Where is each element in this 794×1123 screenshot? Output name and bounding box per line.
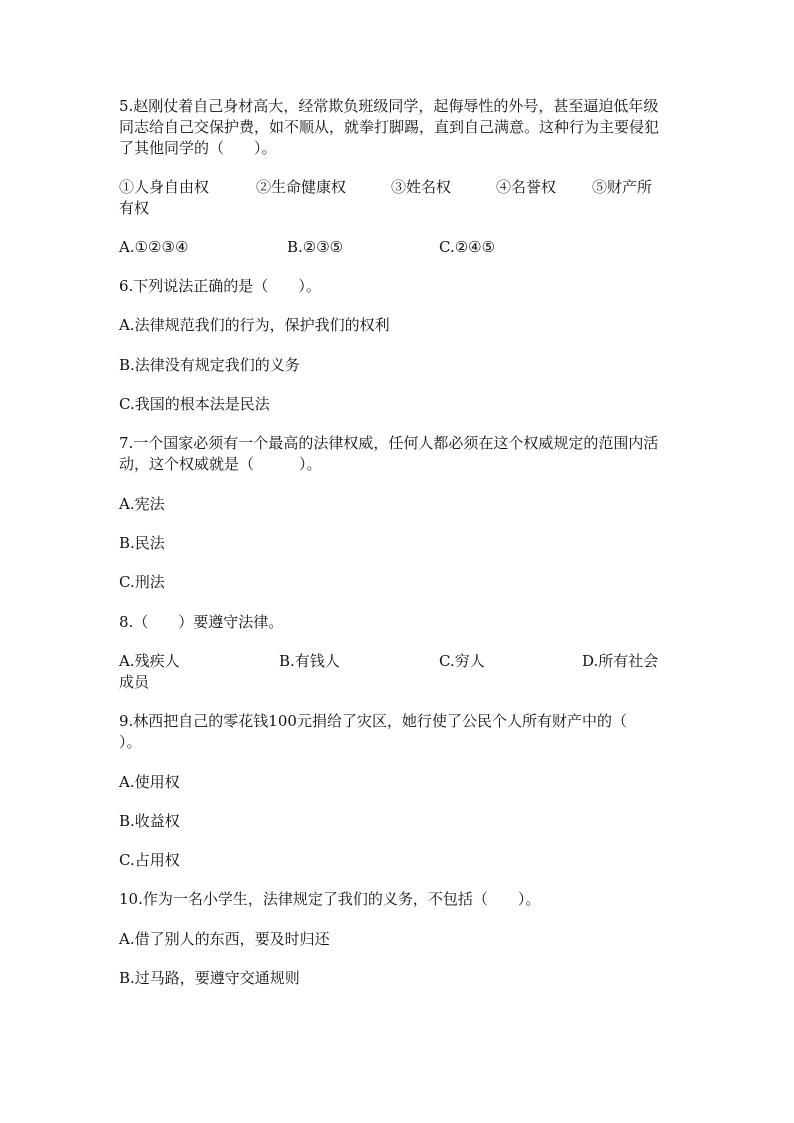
q9-option-a: A.使用权 [119, 773, 180, 791]
q5-item-4: ④名誉权 [496, 178, 557, 196]
q9-option-c: C.占用权 [119, 851, 180, 869]
q5-item-2: ②生命健康权 [256, 178, 347, 196]
q5-item-5-wrap: 有权 [119, 199, 150, 217]
q5-option-a: A.①②③④ [119, 238, 189, 256]
question-7-stem: 7.一个国家必须有一个最高的法律权威，任何人都必须在这个权威规定的范围内活动，这个权威就是（ ）。 [119, 434, 659, 473]
q8-option-c: C.穷人 [439, 652, 485, 670]
q8-option-b: B.有钱人 [279, 652, 340, 670]
q8-option-a: A.残疾人 [119, 652, 180, 670]
q10-option-a: A.借了别人的东西，要及时归还 [119, 930, 330, 948]
question-10-stem: 10.作为一名小学生，法律规定了我们的义务，不包括（ ）。 [119, 890, 541, 908]
q5-item-3: ③姓名权 [391, 178, 452, 196]
q9-option-b: B.收益权 [119, 812, 180, 830]
q8-option-d-wrap: 成员 [119, 673, 150, 691]
q5-option-b: B.②③⑤ [287, 238, 344, 256]
question-9-stem: 9.林西把自己的零花钱100元捐给了灾区，她行使了公民个人所有财产中的（ ）。 [119, 712, 657, 751]
q8-option-d: D.所有社会 [582, 652, 659, 670]
q5-option-c: C.②④⑤ [439, 238, 496, 256]
q10-option-b: B.过马路，要遵守交通规则 [119, 969, 300, 987]
question-5-options [119, 237, 665, 258]
q7-option-a: A.宪法 [119, 495, 165, 513]
question-8-options [119, 651, 665, 693]
q7-option-c: C.刑法 [119, 573, 165, 591]
q6-option-a: A.法律规范我们的行为，保护我们的权利 [119, 316, 390, 334]
q5-item-5: ⑤财产所 [592, 178, 653, 196]
question-5-items [119, 177, 665, 219]
q5-item-1: ①人身自由权 [119, 178, 210, 196]
question-6-stem: 6.下列说法正确的是（ ）。 [119, 277, 321, 295]
question-5-stem: 5.赵刚仗着自己身材高大，经常欺负班级同学，起侮辱性的外号，甚至逼迫低年级同志给自己交保护费，如不顺从，就拳打脚踢，直到自己满意。这种行为主要侵犯了其他同学的（ ）。 [119, 97, 660, 157]
q6-option-b: B.法律没有规定我们的义务 [119, 356, 300, 374]
q7-option-b: B.民法 [119, 534, 165, 552]
question-8-stem: 8.（ ）要遵守法律。 [119, 613, 284, 631]
q6-option-c: C.我国的根本法是民法 [119, 395, 270, 413]
